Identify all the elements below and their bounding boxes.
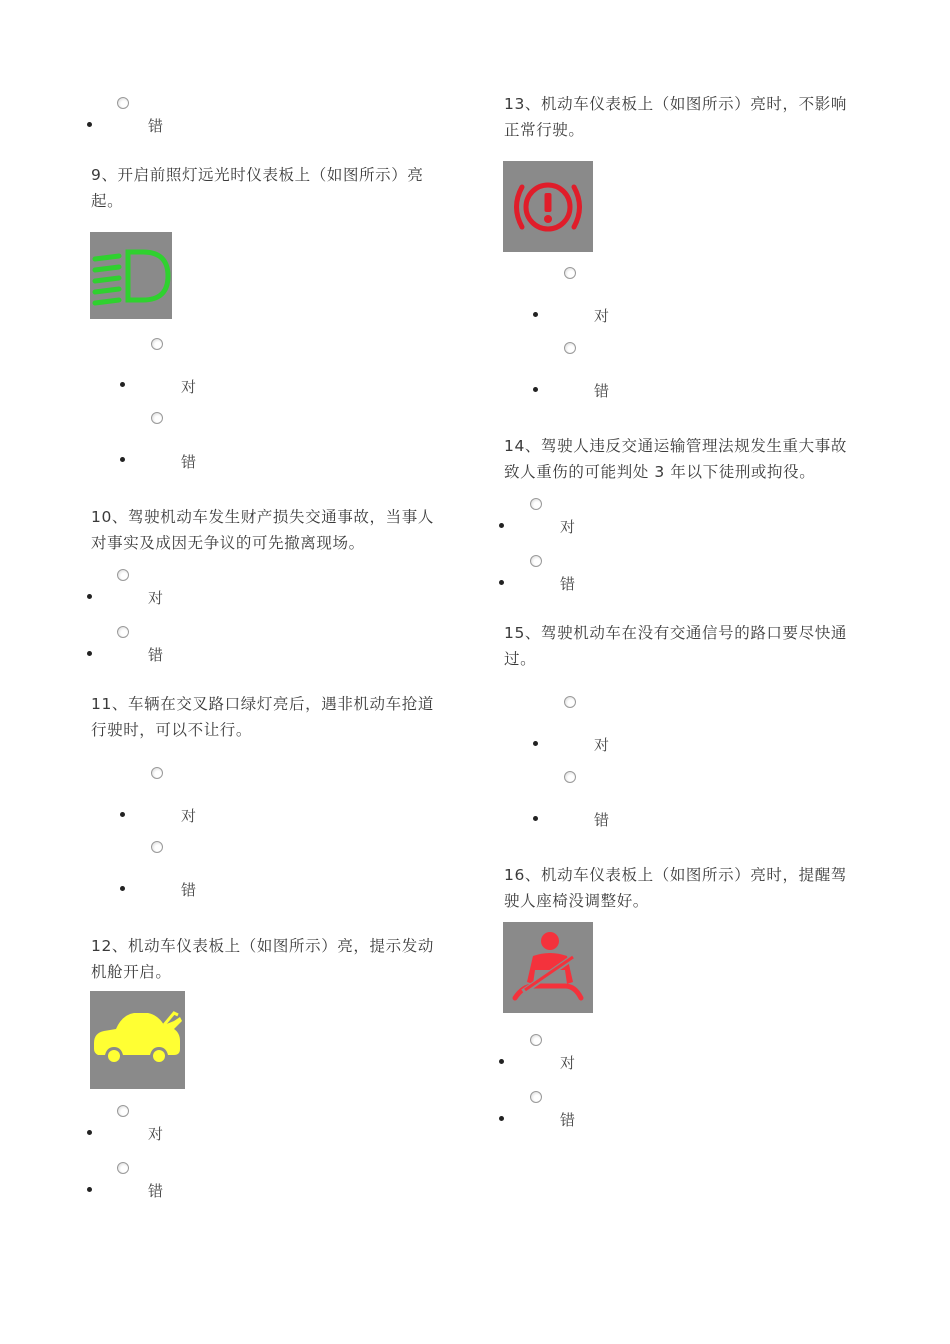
radio-q13-false[interactable] (564, 342, 576, 354)
radio-q16-false[interactable] (530, 1091, 542, 1103)
radio-q11-false[interactable] (151, 841, 163, 853)
bullet (87, 1187, 92, 1192)
option-q11-false: 错 (181, 881, 197, 899)
option-q12-false: 错 (148, 1182, 164, 1200)
bullet (87, 1130, 92, 1135)
question-13-line1: 13、机动车仪表板上（如图所示）亮时，不影响 (504, 95, 847, 113)
bullet (87, 651, 92, 656)
bullet (533, 312, 538, 317)
question-16-line1: 16、机动车仪表板上（如图所示）亮时，提醒驾 (504, 866, 847, 884)
option-q11-true: 对 (181, 807, 197, 825)
question-10-line1: 10、驾驶机动车发生财产损失交通事故，当事人 (91, 508, 434, 526)
bullet (120, 812, 125, 817)
radio-q14-false[interactable] (530, 555, 542, 567)
option-q13-true: 对 (594, 307, 610, 325)
question-12-line2: 机舱开启。 (91, 963, 172, 981)
bullet (120, 457, 125, 462)
radio-q9-true[interactable] (151, 338, 163, 350)
question-9-line1: 9、开启前照灯远光时仪表板上（如图所示）亮 (91, 166, 424, 184)
question-15-line2: 过。 (504, 650, 537, 668)
radio-q10-true[interactable] (117, 569, 129, 581)
bullet (499, 523, 504, 528)
radio-q14-true[interactable] (530, 498, 542, 510)
bullet (533, 741, 538, 746)
question-10-line2: 对事实及成因无争议的可先撤离现场。 (91, 534, 365, 552)
option-q14-false: 错 (560, 575, 576, 593)
question-12-line1: 12、机动车仪表板上（如图所示）亮，提示发动 (91, 937, 434, 955)
radio-q15-true[interactable] (564, 696, 576, 708)
option-q12-true: 对 (148, 1125, 164, 1143)
radio-q15-false[interactable] (564, 771, 576, 783)
bullet (533, 816, 538, 821)
radio-q16-true[interactable] (530, 1034, 542, 1046)
seatbelt-icon (503, 922, 593, 1013)
option-q10-true: 对 (148, 589, 164, 607)
option-q13-false: 错 (594, 382, 610, 400)
bullet (499, 1116, 504, 1121)
question-15-line1: 15、驾驶机动车在没有交通信号的路口要尽快通 (504, 624, 847, 642)
option-q16-false: 错 (560, 1111, 576, 1129)
option-q15-false: 错 (594, 811, 610, 829)
bullet (87, 122, 92, 127)
bullet (87, 594, 92, 599)
radio-q8-false[interactable] (117, 97, 129, 109)
bullet (533, 387, 538, 392)
option-q15-true: 对 (594, 736, 610, 754)
bullet (120, 382, 125, 387)
question-9-line2: 起。 (91, 192, 124, 210)
trunk-open-icon (90, 991, 185, 1089)
bullet (499, 580, 504, 585)
option-q9-true: 对 (181, 378, 197, 396)
option-q10-false: 错 (148, 646, 164, 664)
question-11-line2: 行驶时，可以不让行。 (91, 721, 253, 739)
high-beam-icon (90, 232, 172, 319)
question-11-line1: 11、车辆在交叉路口绿灯亮后，遇非机动车抢道 (91, 695, 434, 713)
brake-warning-icon (503, 161, 593, 252)
option-q16-true: 对 (560, 1054, 576, 1072)
option-q8-false: 错 (148, 117, 164, 135)
radio-q11-true[interactable] (151, 767, 163, 779)
radio-q10-false[interactable] (117, 626, 129, 638)
question-16-line2: 驶人座椅没调整好。 (504, 892, 649, 910)
radio-q12-true[interactable] (117, 1105, 129, 1117)
bullet (120, 886, 125, 891)
radio-q12-false[interactable] (117, 1162, 129, 1174)
question-13-line2: 正常行驶。 (504, 121, 585, 139)
radio-q13-true[interactable] (564, 267, 576, 279)
option-q9-false: 错 (181, 453, 197, 471)
radio-q9-false[interactable] (151, 412, 163, 424)
question-14-line2: 致人重伤的可能判处 3 年以下徒刑或拘役。 (504, 463, 816, 481)
bullet (499, 1059, 504, 1064)
question-14-line1: 14、驾驶人违反交通运输管理法规发生重大事故 (504, 437, 847, 455)
option-q14-true: 对 (560, 518, 576, 536)
